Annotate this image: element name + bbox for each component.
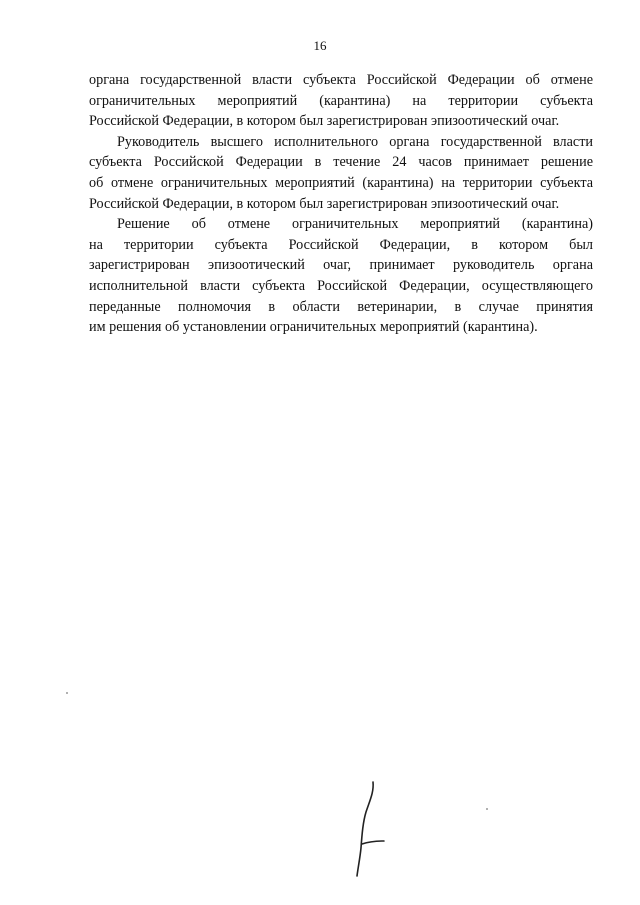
- text-line: Российской Федерации, в котором был зарегистрирован эпизоотический очаг.: [89, 195, 560, 212]
- paragraph-1: [89, 70, 593, 132]
- page-number: 16: [313, 38, 327, 53]
- text-line: исполнительной власти субъекта Российской Федерации, осуществляющего: [89, 277, 593, 294]
- text-line: ограничительных мероприятий (карантина) на территории субъекта: [89, 92, 593, 109]
- paragraph-3: [89, 214, 593, 338]
- text-line: Руководитель высшего исполнительного органа государственной власти: [117, 133, 593, 150]
- handwritten-signature: [340, 778, 400, 878]
- paragraph-2: [89, 132, 593, 214]
- scan-speck: [486, 808, 488, 810]
- text-line: им решения об установлении ограничительных мероприятий (карантина).: [89, 319, 538, 336]
- text-line: зарегистрирован эпизоотический очаг, принимает руководитель органа: [89, 257, 593, 274]
- text-line: субъекта Российской Федерации в течение 24 часов принимает решение: [89, 154, 593, 171]
- text-line: Российской Федерации, в котором был зарегистрирован эпизоотический очаг.: [89, 113, 560, 130]
- text-line: переданные полномочия в области ветеринарии, в случае принятия: [89, 298, 593, 315]
- scan-speck: [66, 692, 68, 694]
- document-body: [89, 70, 593, 338]
- text-line: на территории субъекта Российской Федерации, в котором был: [89, 236, 593, 253]
- text-line: об отмене ограничительных мероприятий (карантина) на территории субъекта: [89, 174, 593, 191]
- text-line: органа государственной власти субъекта Российской Федерации об отмене: [89, 72, 593, 88]
- text-line: Решение об отмене ограничительных мероприятий (карантина): [117, 216, 593, 233]
